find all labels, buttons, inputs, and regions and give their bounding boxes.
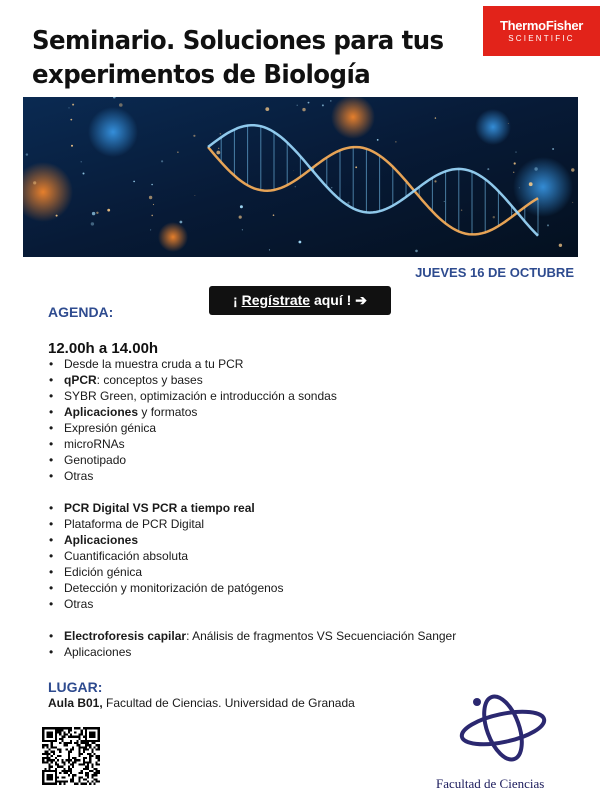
agenda-item [48,468,337,484]
register-prefix: ¡ [233,292,242,308]
agenda-item-text: Plataforma de PCR Digital [64,517,205,531]
location-heading: LUGAR: [48,679,103,695]
agenda-item-text: Desde la muestra cruda a tu PCR [64,357,244,371]
agenda-item-text: Cuantificación absoluta [64,549,189,563]
qr-code-icon[interactable] [40,725,102,787]
agenda-item [48,564,283,580]
register-suffix: aquí ! [310,292,356,308]
arrow-right-icon: ➔ [355,292,367,308]
brand-subtitle: SCIENTIFIC [508,34,575,43]
seminar-title: Seminario. Soluciones para tus experimentos de Biología [32,26,444,90]
agenda-time: 12.00h a 14.00h [48,340,159,357]
agenda-section-1 [48,356,337,484]
agenda-item [48,516,283,532]
agenda-item [48,532,283,548]
faculty-name: Facultad de Ciencias [436,776,545,791]
agenda-item-text: Edición génica [64,565,143,579]
agenda-section-2 [48,500,283,612]
agenda-item-bold: Aplicaciones [64,405,139,419]
faculty-orbit-logo-icon [455,692,555,764]
location-place: Facultad de Ciencias. Universidad de Granada [102,696,355,710]
agenda-item-text: Otras [64,597,94,611]
thermofisher-logo [483,6,600,56]
agenda-item [48,372,337,388]
agenda-item [48,436,337,452]
brand-name: ThermoFisher [499,18,584,33]
agenda-item-text: Genotipado [64,453,127,467]
agenda-item-text: microRNAs [64,437,125,451]
register-link[interactable]: Regístrate [241,292,311,308]
agenda-section-3 [48,628,456,660]
agenda-item-text: Aplicaciones [64,645,132,659]
location-text [48,696,355,710]
agenda-item [48,628,456,644]
agenda-item-bold: qPCR [64,373,97,387]
location-room: Aula B01, [48,696,103,710]
agenda-item-text: Otras [64,469,94,483]
agenda-heading: AGENDA: [48,304,114,320]
agenda-item [48,388,337,404]
agenda-item-text: Detección y monitorización de patógenos [64,581,284,595]
agenda-item [48,500,283,516]
agenda-item [48,580,283,596]
agenda-item [48,452,337,468]
register-button[interactable] [209,286,391,315]
agenda-item-bold: Electroforesis capilar [64,629,187,643]
agenda-item-bold: Aplicaciones [64,533,139,547]
agenda-item [48,596,283,612]
agenda-item [48,644,456,660]
agenda-item-bold: PCR Digital VS PCR a tiempo real [64,501,255,515]
agenda-item [48,548,283,564]
agenda-item-text: : conceptos y bases [96,373,203,387]
agenda-item [48,404,337,420]
agenda-item [48,420,337,436]
event-date: JUEVES 16 DE OCTUBRE [415,265,574,280]
agenda-item-text: SYBR Green, optimización e introducción a sondas [64,389,337,403]
agenda-item-text: : Análisis de fragmentos VS Secuenciación Sanger [186,629,457,643]
agenda-item-text: Expresión génica [64,421,157,435]
agenda-item-text: y formatos [138,405,198,419]
agenda-item [48,356,337,372]
dna-hero-image [23,97,578,257]
